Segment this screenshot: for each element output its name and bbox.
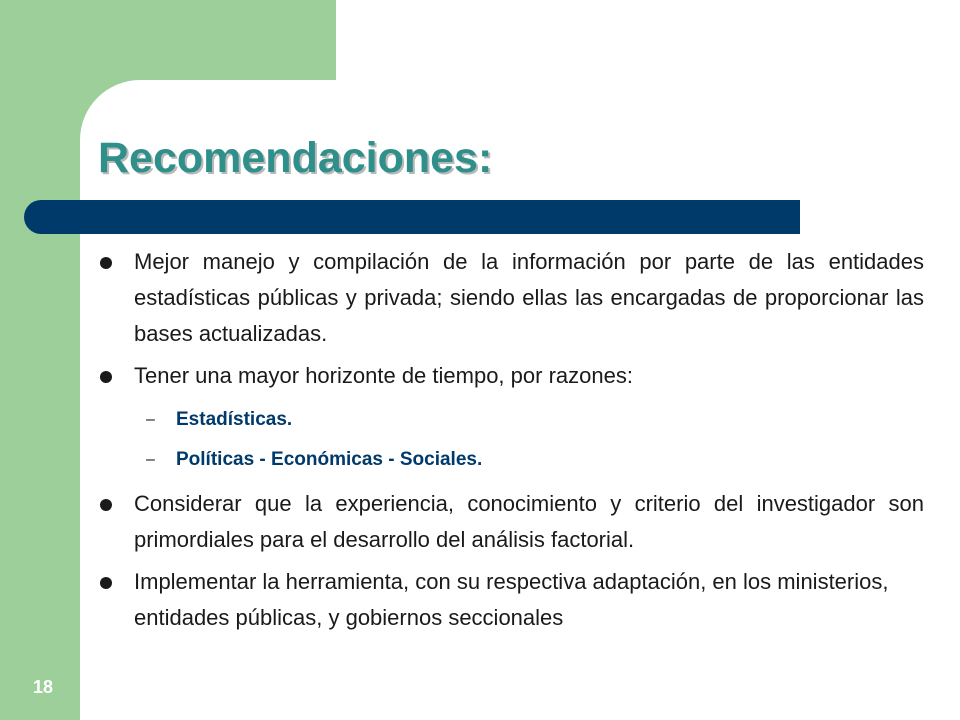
bullet-dot-icon	[100, 499, 112, 511]
sub-bullet-list	[134, 400, 924, 480]
bullet-dot-icon	[100, 577, 112, 589]
sub-bullet-dash: –	[146, 451, 155, 468]
title-underline-bar	[24, 200, 800, 234]
bullet-text: Mejor manejo y compilación de la información por parte de las entidades estadísticas públicas y privada; siendo ellas las encargadas de proporcionar las bases actualizadas.	[134, 249, 924, 346]
slide-number: 18	[32, 677, 54, 697]
bullet-list	[98, 244, 924, 642]
bullet-dot-icon	[100, 371, 112, 383]
bullet-text: Tener una mayor horizonte de tiempo, por razones:	[134, 363, 633, 388]
sub-bullet-dash: –	[146, 411, 155, 428]
sub-bullet-text: Estadísticas.	[176, 409, 293, 430]
sub-bullet-item	[134, 440, 924, 480]
sub-bullet-item	[134, 400, 924, 440]
bullet-dot-icon	[100, 257, 112, 269]
bullet-item	[98, 486, 924, 558]
bullet-text: Considerar que la experiencia, conocimiento y criterio del investigador son primordiales para el desarrollo del análisis factorial.	[134, 491, 924, 552]
bullet-text: Implementar la herramienta, con su respectiva adaptación, en los ministerios, entidades públicas, y gobiernos seccionales	[134, 569, 889, 630]
slide-title: Recomendaciones:	[98, 134, 493, 182]
bullet-item	[98, 358, 924, 480]
sub-bullet-text: Políticas - Económicas - Sociales.	[176, 449, 483, 470]
bullet-item	[98, 564, 924, 636]
bullet-item	[98, 244, 924, 352]
